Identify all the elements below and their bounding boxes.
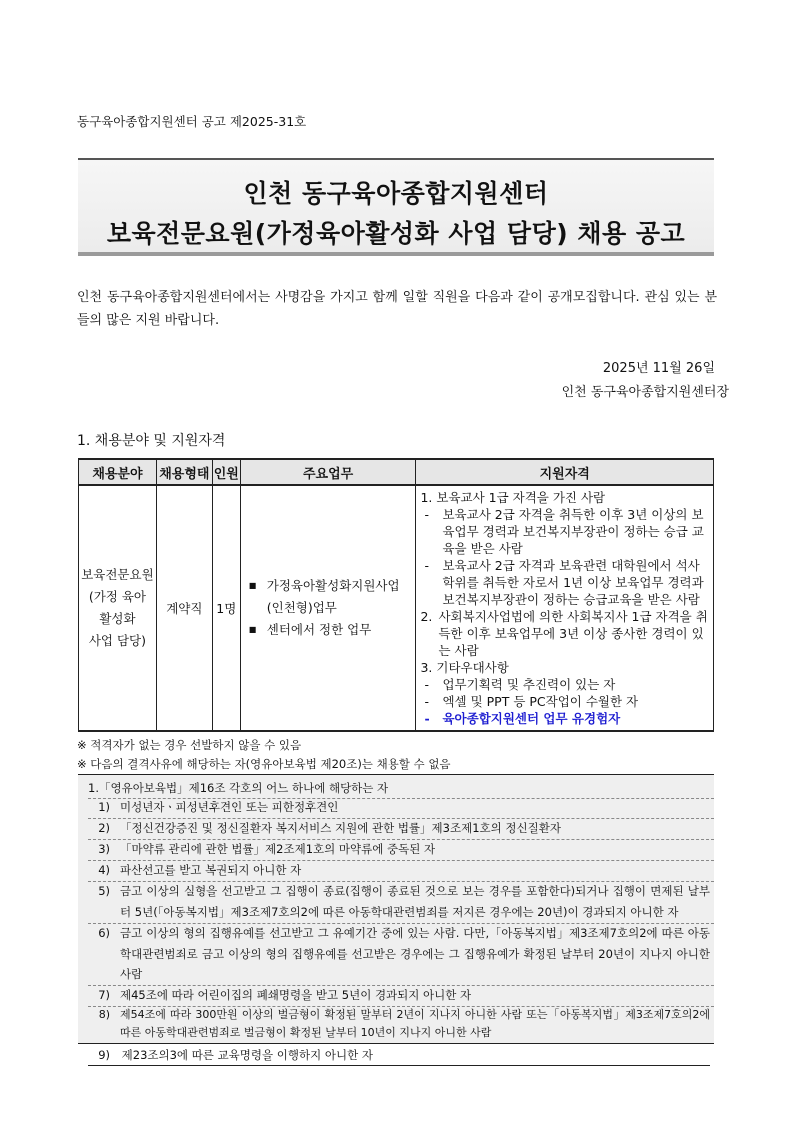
list-item: [88, 881, 710, 922]
duty-text: 가정육아활성화지원사업 (인천형)업무: [266, 578, 400, 615]
duty-item: [249, 575, 416, 619]
duty-item: [249, 619, 416, 641]
list-item: [88, 1006, 710, 1044]
header-employment-type: 채용형태: [156, 459, 212, 485]
list-item: [88, 923, 710, 985]
qualification-text: 보육교사 2급 자격과 보육관련 대학원에서 석사학위를 취득한 자로서 1년 이상 보육업무 경력과 보건복지부장관이 정하는 승급교육을 받은 사람: [442, 558, 704, 607]
item-number: 7): [98, 988, 110, 1002]
qualification-text: 보육교사 2급 자격을 취득한 이후 3년 이상의 보육업무 경력과 보건복지부장관이 정하는 승급 교육을 받은 사람: [442, 507, 704, 556]
title-line-2: 보육전문요원(가정육아활성화 사업 담당) 채용 공고: [106, 219, 686, 248]
section-1-heading: 1. 채용분야 및 지원자격: [77, 433, 226, 449]
issuer: 인천 동구육아종합지원센터장: [561, 385, 729, 400]
field-cell: [79, 485, 157, 731]
qualification-number: 2.: [420, 609, 433, 624]
list-item: [88, 985, 710, 1006]
disqualification-box: [78, 774, 714, 1044]
table-header-row: [79, 459, 714, 485]
dash-marker: -: [424, 507, 429, 522]
intro-paragraph: 인천 동구육아종합지원센터에서는 사명감을 가지고 함께 일할 직원을 다음과 같이 공개모집합니다. 관심 있는 분들의 많은 지원 바랍니다.: [77, 290, 717, 328]
preference-text: 육아종합지원센터 업무 유경험자: [442, 711, 621, 726]
bullet-icon: ■: [248, 625, 257, 634]
item-number: 1): [98, 800, 110, 814]
recruitment-table: [78, 458, 714, 732]
qualification-1-sub: [420, 557, 709, 608]
item-number: 6): [98, 926, 110, 940]
qualification-2: [420, 608, 709, 659]
notice-number: 동구육아종합지원센터 공고 제2025-31호: [77, 114, 307, 129]
note-line: ※ 다음의 결격사유에 해당하는 자(영유아보육법 제20조)는 채용할 수 없음: [77, 757, 451, 771]
employment-type-cell: 계약직: [156, 485, 212, 731]
list-item: [88, 839, 710, 860]
item-text: 제23조의3에 따른 교육명령을 이행하지 아니한 자: [121, 1048, 373, 1062]
item-number: 3): [98, 842, 110, 856]
qualifications-cell: [416, 485, 714, 731]
duty-text: 센터에서 정한 업무: [266, 622, 372, 637]
header-duties: 주요업무: [240, 459, 416, 485]
dash-marker: -: [424, 558, 429, 573]
list-item: [88, 797, 710, 818]
item-text: 제45조에 따라 어린이집의 폐쇄명령을 받고 5년이 경과되지 아니한 자: [120, 988, 472, 1002]
field-line: 사업 담당): [88, 633, 147, 648]
table-row: [79, 485, 714, 731]
item-number: 4): [98, 863, 110, 877]
item-number: 2): [98, 821, 110, 835]
title-box: [78, 158, 714, 256]
field-line: 보육전문요원: [81, 567, 154, 582]
note-line: ※ 적격자가 없는 경우 선발하지 않을 수 있음: [77, 738, 302, 752]
header-field: 채용분야: [79, 459, 157, 485]
disqualification-heading: 1.「영유아보육법」제16조 각호의 어느 하나에 해당하는 자: [88, 781, 389, 795]
item-text: 「마약류 관리에 관한 법률」제2조제1호의 마약류에 중독된 자: [120, 842, 436, 856]
qualification-text: 사회복지사업법에 의한 사회복지사 1급 자격을 취득한 이후 보육업무에 3년 이상 종사한 경력이 있는 사람: [438, 609, 708, 658]
item-text: 파산선고를 받고 복권되지 아니한 자: [120, 863, 302, 877]
item-text: 금고 이상의 형의 집행유예를 선고받고 그 유예기간 중에 있는 사람. 다만,「아동복지법」제3조제7호의2에 따른 아동학대관련범죄로 금고 이상의 형의 집행유예를 선고받은 경우에는 그 집행유예가 확정된 날부터 20년이 지나지 아니한 사람: [120, 926, 710, 981]
item-text: 금고 이상의 실형을 선고받고 그 집행이 종료(집행이 종료된 것으로 보는 경우를 포함한다)되거나 집행이 면제된 날부터 5년(「아동복지법」제3조제7호의2에 따른 아동학대관련범죄를 저지른 경우에는 20년)이 경과되지 아니한 자: [120, 884, 710, 919]
title-line-1: 인천 동구육아종합지원센터: [243, 179, 549, 208]
field-line: 활성화: [99, 611, 136, 626]
header-headcount: 인원: [212, 459, 240, 485]
preference-item: [420, 676, 709, 693]
bullet-icon: ■: [248, 581, 257, 590]
item-number: 5): [98, 884, 110, 898]
announcement-date: 2025년 11월 26일: [602, 361, 715, 376]
dash-marker: -: [424, 677, 429, 692]
item-text: 미성년자ㆍ피성년후견인 또는 피한정후견인: [120, 800, 339, 814]
item-number: 8): [98, 1008, 110, 1021]
preference-text: 업무기획력 및 추진력이 있는 자: [442, 677, 616, 692]
preference-item: [420, 693, 709, 710]
duties-cell: [240, 485, 416, 731]
item-text: 제54조에 따라 300만원 이상의 벌금형이 확정된 말부터 2년이 지나지 아니한 사람 또는「아동복지법」제3조제7호의2에 따른 아동학대관련범죄로 벌금형이 확정된 날부터 10년이 지나지 아니한 사람: [120, 1008, 710, 1039]
list-item: [88, 818, 710, 839]
preference-item-highlighted: [420, 710, 709, 727]
qualification-1: 1. 보육교사 1급 자격을 가진 사람: [420, 490, 606, 505]
list-item: [88, 860, 710, 881]
dash-marker: -: [424, 711, 430, 726]
list-item-last: [88, 1045, 710, 1066]
preference-text: 엑셀 및 PPT 등 PC작업이 수월한 자: [442, 694, 639, 709]
qualification-1-sub: [420, 506, 709, 557]
dash-marker: -: [424, 694, 429, 709]
item-number: 9): [98, 1048, 110, 1062]
headcount-cell: 1명: [212, 485, 240, 731]
header-qualifications: 지원자격: [416, 459, 714, 485]
field-line: (가정 육아: [88, 589, 147, 604]
qualification-3: 3. 기타우대사항: [420, 660, 509, 675]
item-text: 「정신건강증진 및 정신질환자 복지서비스 지원에 관한 법률」제3조제1호의 정신질환자: [120, 821, 561, 835]
